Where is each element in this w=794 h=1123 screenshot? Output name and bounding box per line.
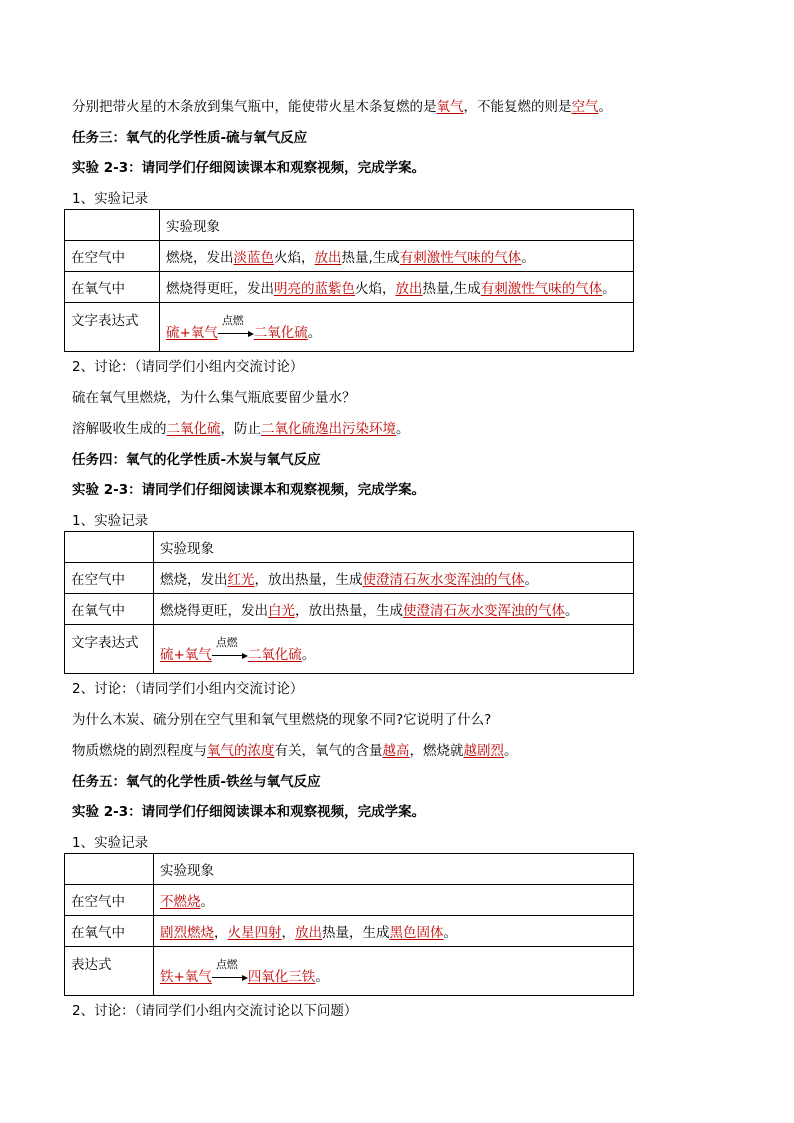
task3-title: 任务三：氧气的化学性质-硫与氧气反应 xyxy=(72,130,308,146)
task5-discuss-label: 2、讨论：（请同学们小组内交流讨论以下问题） xyxy=(72,1003,358,1019)
table-row xyxy=(65,303,634,352)
task5-experiment: 实验 2-3：请同学们仔细阅读课本和观察视频，完成学案。 xyxy=(72,804,426,820)
task4-title: 任务四：氧气的化学性质-木炭与氧气反应 xyxy=(72,452,321,468)
row-content: 剧烈燃烧，火星四射，放出热量，生成黑色固体。 xyxy=(154,916,634,947)
answer-air: 空气 xyxy=(571,99,599,115)
intro-text: ，不能复燃的则是 xyxy=(463,99,572,115)
table-row xyxy=(65,854,634,885)
row-label: 文字表达式 xyxy=(65,303,160,352)
table-row xyxy=(65,594,634,625)
row-label: 在氧气中 xyxy=(65,594,154,625)
word-equation: 铁+氧气 点燃 四氧化三铁。 xyxy=(154,947,634,996)
task3-question: 硫在氧气里燃烧，为什么集气瓶底要留少量水？ xyxy=(72,390,356,406)
task4-experiment: 实验 2-3：请同学们仔细阅读课本和观察视频，完成学案。 xyxy=(72,482,426,498)
task4-record-label: 1、实验记录 xyxy=(72,513,149,529)
row-label: 在氧气中 xyxy=(65,272,160,303)
table-row xyxy=(65,210,634,241)
intro-text: 。 xyxy=(598,99,612,115)
task5-record-label: 1、实验记录 xyxy=(72,835,149,851)
task5-title: 任务五：氧气的化学性质-铁丝与氧气反应 xyxy=(72,774,321,790)
row-label: 在空气中 xyxy=(65,885,154,916)
table-row xyxy=(65,947,634,996)
document-page xyxy=(72,98,642,1021)
word-equation: 硫+氧气 点燃 二氧化硫。 xyxy=(154,625,634,674)
table-row xyxy=(65,563,634,594)
row-content: 燃烧，发出淡蓝色火焰，放出热量,生成有刺激性气味的气体。 xyxy=(160,241,634,272)
task3-experiment: 实验 2-3：请同学们仔细阅读课本和观察视频，完成学案。 xyxy=(72,160,426,176)
row-content: 不燃烧。 xyxy=(154,885,634,916)
answer-oxygen: 氧气 xyxy=(436,99,464,115)
table-row xyxy=(65,916,634,947)
task5-record-table xyxy=(64,853,634,996)
table-row xyxy=(65,272,634,303)
task4-discuss-label: 2、讨论：（请同学们小组内交流讨论） xyxy=(72,681,304,697)
word-equation: 硫+氧气 点燃 二氧化硫。 xyxy=(160,303,634,352)
task4-record-table xyxy=(64,531,634,674)
task4-answer: 物质燃烧的剧烈程度与氧气的浓度有关，氧气的含量越高，燃烧就越剧烈。 xyxy=(72,743,518,759)
row-content: 燃烧，发出红光，放出热量，生成使澄清石灰水变浑浊的气体。 xyxy=(154,563,634,594)
table-row xyxy=(65,885,634,916)
task4-question: 为什么木炭、硫分别在空气里和氧气里燃烧的现象不同?它说明了什么? xyxy=(72,712,492,728)
row-label: 文字表达式 xyxy=(65,625,154,674)
task3-record-label: 1、实验记录 xyxy=(72,191,149,207)
reaction-arrow-icon: 点燃 xyxy=(212,645,248,659)
task3-discuss-label: 2、讨论：（请同学们小组内交流讨论） xyxy=(72,359,304,375)
row-content: 燃烧得更旺，发出明亮的蓝紫色火焰，放出热量,生成有刺激性气味的气体。 xyxy=(160,272,634,303)
reaction-arrow-icon: 点燃 xyxy=(218,323,254,337)
table-header: 实验现象 xyxy=(160,210,634,241)
row-label: 在氧气中 xyxy=(65,916,154,947)
table-row xyxy=(65,532,634,563)
row-label: 在空气中 xyxy=(65,241,160,272)
table-row xyxy=(65,241,634,272)
task3-answer: 溶解吸收生成的二氧化硫，防止二氧化硫逸出污染环境。 xyxy=(72,421,410,437)
task3-record-table xyxy=(64,209,634,352)
row-content: 燃烧得更旺，发出白光，放出热量，生成使澄清石灰水变浑浊的气体。 xyxy=(154,594,634,625)
table-header: 实验现象 xyxy=(154,532,634,563)
intro-paragraph xyxy=(72,98,642,117)
row-label: 表达式 xyxy=(65,947,154,996)
intro-text: 分别把带火星的木条放到集气瓶中，能使带火星木条复燃的是 xyxy=(72,99,437,115)
table-header: 实验现象 xyxy=(154,854,634,885)
row-label: 在空气中 xyxy=(65,563,154,594)
reaction-arrow-icon: 点燃 xyxy=(212,967,248,981)
table-row xyxy=(65,625,634,674)
